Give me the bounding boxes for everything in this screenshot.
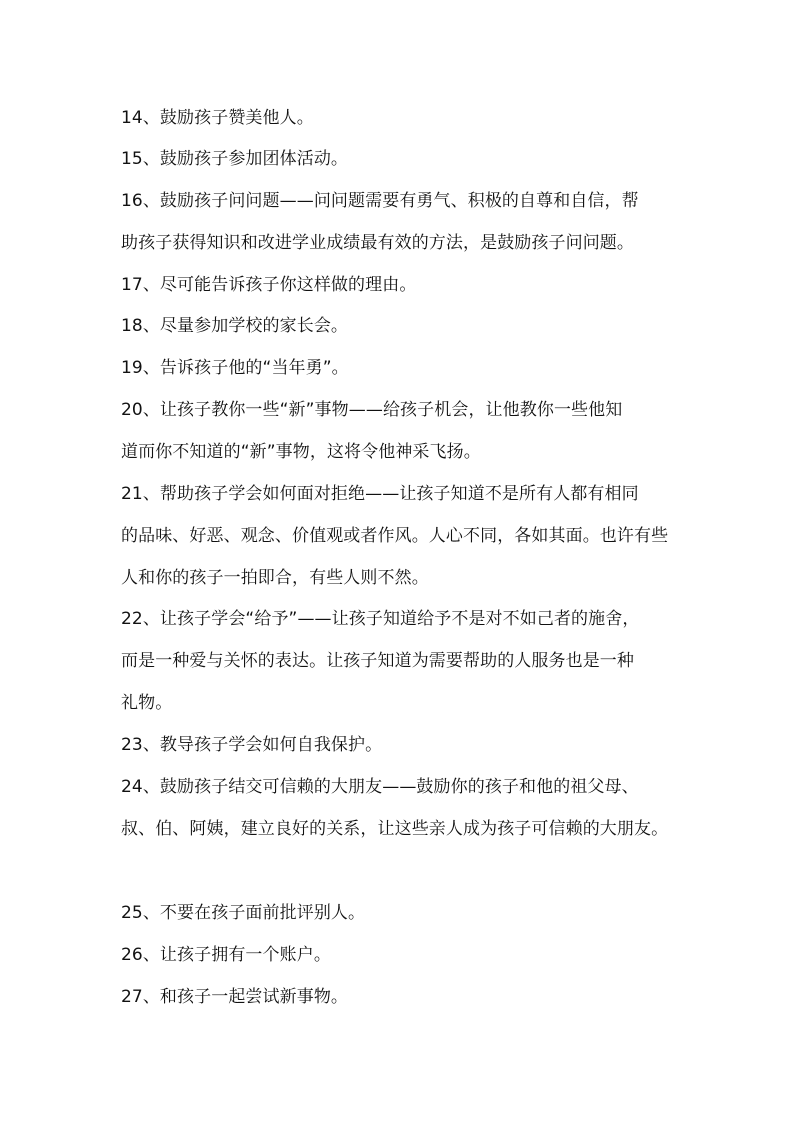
- text-line: 26、让孩子拥有一个账户。: [121, 945, 331, 965]
- text-line: 叔、伯、阿姨，建立良好的关系，让这些亲人成为孩子可信赖的大朋友。: [121, 819, 669, 839]
- text-line: 道而你不知道的“新”事物，这将令他神采飞扬。: [121, 442, 481, 462]
- text-line: 14、鼓励孩子赞美他人。: [121, 108, 314, 128]
- text-line: 21、帮助孩子学会如何面对拒绝——让孩子知道不是所有人都有相同: [121, 484, 639, 504]
- text-line: 22、让孩子学会“给予”——让孩子知道给予不是对不如己者的施舍，: [121, 609, 640, 629]
- text-line: 而是一种爱与关怀的表达。让孩子知道为需要帮助的人服务也是一种: [121, 651, 634, 671]
- text-line: 的品味、好恶、观念、价值观或者作风。人心不同，各如其面。也许有些: [121, 526, 669, 546]
- text-line: 24、鼓励孩子结交可信赖的大朋友——鼓励你的孩子和他的祖父母、: [121, 777, 639, 797]
- text-line: 礼物。: [121, 693, 173, 713]
- text-line: 25、不要在孩子面前批评别人。: [121, 903, 366, 923]
- text-line: 19、告诉孩子他的“当年勇”。: [121, 358, 349, 378]
- text-line: 20、让孩子教你一些“新”事物——给孩子机会，让他教你一些他知: [121, 400, 623, 420]
- text-line: 18、尽量参加学校的家长会。: [121, 316, 349, 336]
- text-line: 17、尽可能告诉孩子你这样做的理由。: [121, 275, 417, 295]
- text-line: 助孩子获得知识和改进学业成绩最有效的方法，是鼓励孩子问问题。: [121, 233, 634, 253]
- text-line: 23、教导孩子学会如何自我保护。: [121, 735, 383, 755]
- text-line: 16、鼓励孩子问问题——问问题需要有勇气、积极的自尊和自信，帮: [121, 191, 639, 211]
- text-line: 人和你的孩子一拍即合，有些人则不然。: [121, 568, 429, 588]
- text-line: 15、鼓励孩子参加团体活动。: [121, 149, 349, 169]
- text-line: 27、和孩子一起尝试新事物。: [121, 987, 349, 1007]
